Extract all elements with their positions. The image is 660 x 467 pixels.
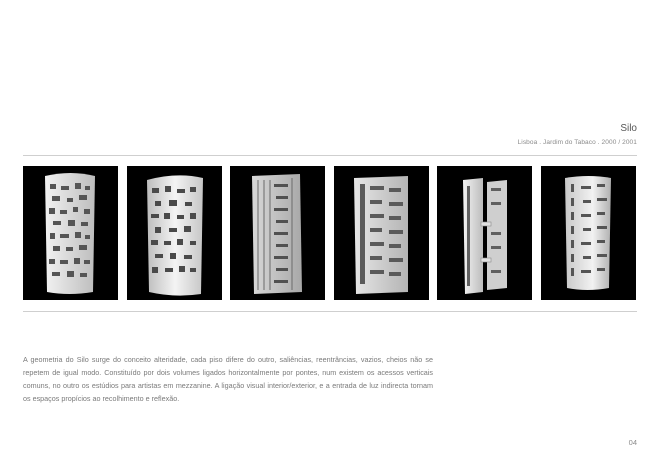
photo-model-view-6 bbox=[541, 166, 636, 300]
project-subtitle: Lisboa . Jardim do Tabaco . 2000 / 2001 bbox=[517, 139, 637, 146]
photo-model-view-5 bbox=[437, 166, 532, 300]
photo-model-view-1 bbox=[23, 166, 118, 300]
page-number: 04 bbox=[628, 438, 637, 447]
top-divider bbox=[23, 155, 637, 156]
photo-gallery bbox=[23, 166, 637, 300]
photo-model-view-2 bbox=[127, 166, 222, 300]
project-description: A geometria do Silo surge do conceito alteridade, cada piso difere do outro, saliências, reentrâncias, vazios, cheios não se repetem de igual modo. Constituído por dois volumes ligados horizontalmente por pontes, num existem os acessos verticais comuns, no outro os estúdios para artistas em mezzanine. A ligação visual interior/exterior, e a entrada de luz indirecta tornam os espaços propícios ao recolhimento e reflexão. bbox=[23, 355, 433, 403]
photo-model-view-4 bbox=[334, 166, 429, 300]
photo-model-view-3 bbox=[230, 166, 325, 300]
project-title: Silo bbox=[620, 123, 637, 134]
bottom-divider bbox=[23, 311, 637, 312]
